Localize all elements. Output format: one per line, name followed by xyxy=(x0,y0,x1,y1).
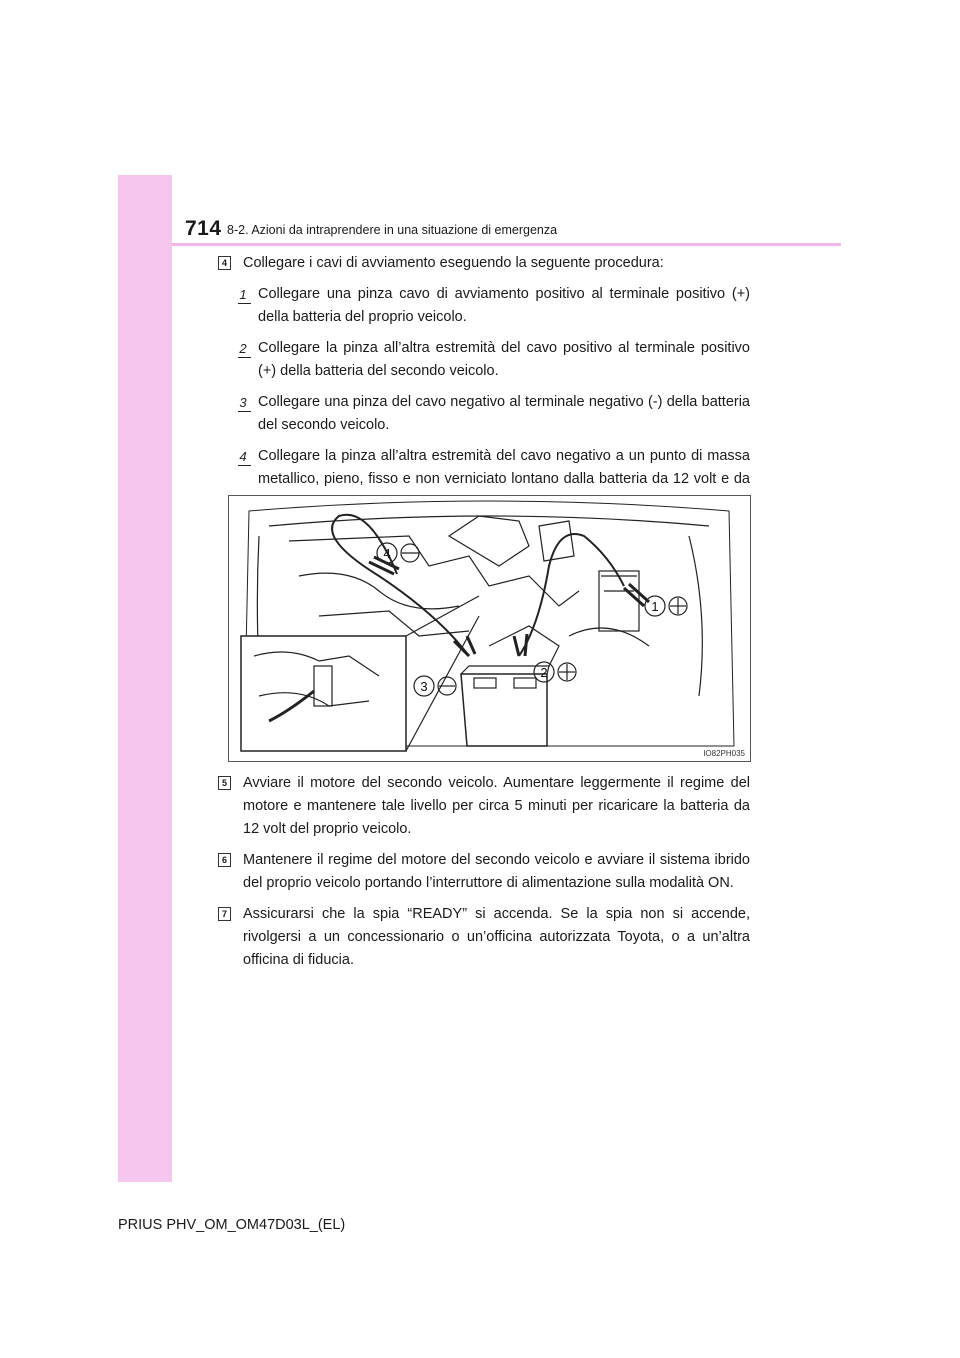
step-list-upper xyxy=(218,252,750,522)
step-4 xyxy=(218,252,750,275)
page-number: 714 xyxy=(185,217,222,240)
substep-number: 2 xyxy=(237,337,249,360)
substep-1 xyxy=(218,283,750,329)
step-text: Avviare il motore del secondo veicolo. Aumentare leggermente il regime del motore e mantenere tale livello per circa 5 minuti per ricaricare la batteria da 12 volt del proprio veicolo. xyxy=(243,775,750,837)
header-rule xyxy=(172,243,841,246)
callout-1: 1 xyxy=(651,599,659,614)
step-6 xyxy=(218,849,750,895)
side-tab xyxy=(118,175,172,1182)
step-5 xyxy=(218,772,750,841)
step-number-box: 5 xyxy=(218,776,231,790)
substep-number: 1 xyxy=(237,283,249,306)
footer-model-code: PRIUS PHV_OM_OM47D03L_(EL) xyxy=(118,1217,346,1233)
substep-number: 3 xyxy=(237,391,249,414)
substep-3 xyxy=(218,391,750,437)
jump-start-illustration xyxy=(228,495,751,762)
step-text: Mantenere il regime del motore del secondo veicolo e avviare il sistema ibrido del proprio veicolo portando l’interruttore di alimentazione sulla modalità ON. xyxy=(243,852,750,891)
substep-text: Collegare la pinza all’altra estremità del cavo negativo a un punto di massa metallico, pieno, fisso e non verniciato lontano dalla batteria da 12 volt e da xyxy=(258,448,750,487)
step-number-box: 7 xyxy=(218,907,231,921)
callout-2: 2 xyxy=(540,665,548,680)
step-list-lower xyxy=(218,772,750,980)
step-text: Assicurarsi che la spia “READY” si accenda. Se la spia non si accende, rivolgersi a un concessionario o un’officina autorizzata Toyota, o a un’altra officina di fiducia. xyxy=(243,906,750,968)
section-title: 8-2. Azioni da intraprendere in una situazione di emergenza xyxy=(227,223,558,237)
engine-bay-drawing xyxy=(229,496,750,761)
step-number-box: 4 xyxy=(218,256,231,270)
callout-3: 3 xyxy=(420,679,428,694)
figure-code: IO82PH035 xyxy=(703,749,745,758)
step-text: Collegare i cavi di avviamento eseguendo la seguente procedura: xyxy=(243,255,664,271)
substep-text: Collegare la pinza all’altra estremità del cavo positivo al terminale positivo (+) della batteria del secondo veicolo. xyxy=(258,340,750,379)
step-7 xyxy=(218,903,750,972)
substep-text: Collegare una pinza cavo di avviamento positivo al terminale positivo (+) della batteria del proprio veicolo. xyxy=(258,286,750,325)
step-number-box: 6 xyxy=(218,853,231,867)
substep-text: Collegare una pinza del cavo negativo al terminale negativo (-) della batteria del secondo veicolo. xyxy=(258,394,750,433)
substep-2 xyxy=(218,337,750,383)
substep-number: 4 xyxy=(237,445,249,468)
callout-4: 4 xyxy=(383,546,391,561)
